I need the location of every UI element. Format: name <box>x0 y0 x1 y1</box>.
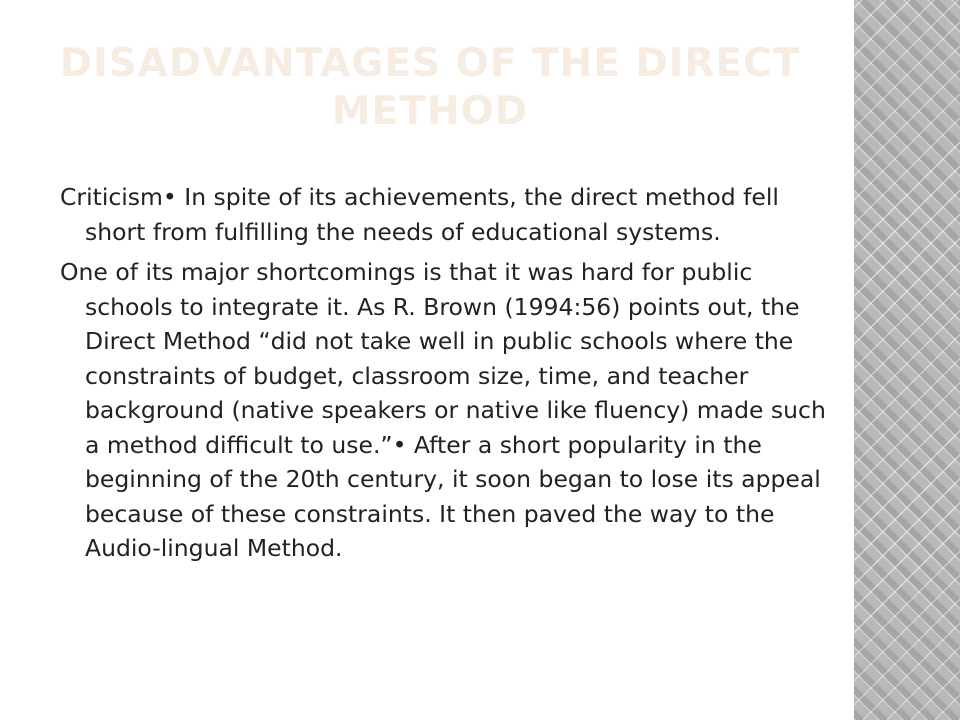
slide-title: DISADVANTAGES OF THE DIRECT METHOD <box>59 41 801 134</box>
slide-body <box>60 180 830 566</box>
decorative-pattern-panel <box>854 0 960 720</box>
paragraph-criticism: Criticism• In spite of its achievements, the direct method fell short from fulfilling the needs of educational systems. <box>60 183 779 246</box>
paragraph-shortcomings: One of its major shortcomings is that it was hard for public schools to integrate it. As R. Brown (1994:56) points out, the Direct Method “did not take well in public schools where the constraints of budget, classroom size, time, and teacher background (native speakers or native like fluency) made such a method difficult to use.”• After a short popularity in the beginning of the 20th century, it soon began to lose its appeal because of these constraints. It then paved the way to the Audio-lingual Method. <box>60 258 826 562</box>
